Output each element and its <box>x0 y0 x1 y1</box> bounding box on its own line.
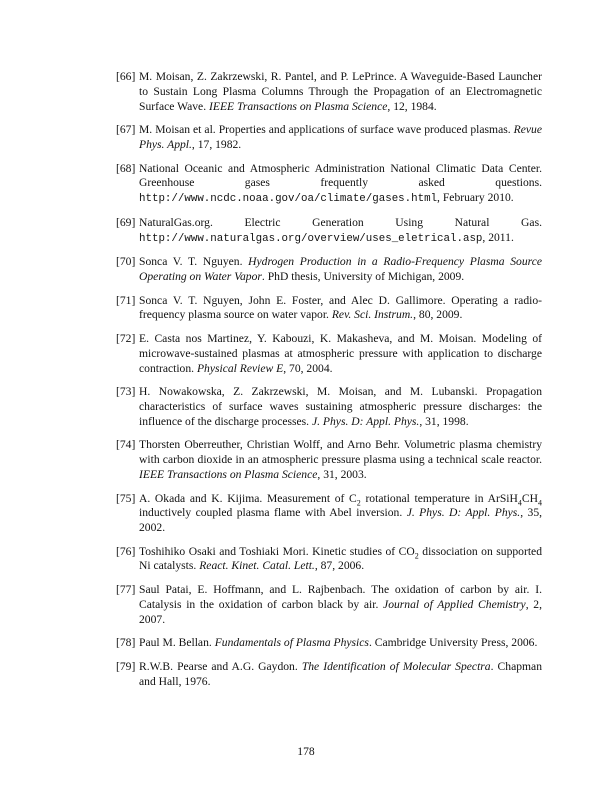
reference-text: M. Moisan, Z. Zakrzewski, R. Pantel, and P. LePrince. A Waveguide-Based Launcher to Sustain Long Plasma Columns Through the Propagation of an Electromagnetic Surface Wave. <box>139 70 542 113</box>
reference-text: , 12, 1984. <box>387 99 437 113</box>
reference-text: , 2, 2007. <box>139 597 542 626</box>
reference-text: NaturalGas.org. Electric Generation Using Natural Gas. <box>139 215 542 229</box>
reference-text: , 87, 2006. <box>314 559 365 573</box>
reference-text: Paul M. Bellan. <box>139 636 215 650</box>
page-number: 178 <box>297 745 315 758</box>
reference-text: E. Casta nos Martinez, Y. Kabouzi, K. Makasheva, and M. Moisan. Modeling of microwave-sustained plasmas at atmospheric pressure with application to discharge contraction. <box>139 331 542 375</box>
reference-text: , 17, 1982. <box>191 137 242 151</box>
reference-venue: Hydrogen Production in a Radio-Frequency Plasma Source Operating on Water Vapor <box>139 255 542 283</box>
reference-number: [77] <box>116 583 136 597</box>
reference-text: , 31, 1998. <box>419 414 469 428</box>
reference-text: 4 <box>517 497 522 507</box>
reference-text: M. Moisan et al. Properties and applications of surface wave produced plasmas. <box>139 123 514 137</box>
reference-entry <box>116 385 542 429</box>
reference-number: [71] <box>116 293 136 307</box>
reference-number: [76] <box>116 544 136 558</box>
reference-venue: The Identification of Molecular Spectra <box>301 659 491 673</box>
reference-entry <box>116 545 542 575</box>
reference-text: Thorsten Oberreuther, Christian Wolff, and Arno Behr. Volumetric plasma chemistry with carbon dioxide in an atmospheric pressure plasma using a technical scale reactor. <box>139 438 542 467</box>
reference-number: [75] <box>116 491 136 505</box>
reference-number: [68] <box>116 161 136 175</box>
reference-text: . Cambridge University Press, 2006. <box>368 636 538 650</box>
reference-text: Toshihiko Osaki and Toshiaki Mori. Kinetic studies of CO <box>139 544 415 558</box>
reference-text: . PhD thesis, University of Michigan, 2009. <box>261 269 465 283</box>
reference-entry <box>116 294 542 324</box>
reference-number: [72] <box>116 331 136 345</box>
reference-text: H. Nowakowska, Z. Zakrzewski, M. Moisan, and M. Lubanski. Propagation characteristics of surface waves sustaining atmospheric pressure discharges: the influence of the discharge processes. <box>139 385 542 428</box>
reference-text: Sonca V. T. Nguyen. <box>139 255 249 269</box>
reference-entry <box>116 162 542 207</box>
reference-url[interactable]: http://www.naturalgas.org/overview/uses_eletrical.asp <box>139 232 483 245</box>
reference-number: [66] <box>116 70 136 83</box>
reference-number: [73] <box>116 385 136 399</box>
reference-text: . Chapman and Hall, 1976. <box>139 659 542 688</box>
reference-text: , February 2010. <box>437 191 514 205</box>
reference-entry <box>116 492 542 536</box>
reference-number: [74] <box>116 438 136 452</box>
reference-text: , 80, 2009. <box>413 308 463 322</box>
reference-venue: IEEE Transactions on Plasma Science <box>209 99 388 113</box>
reference-text: A. Okada and K. Kijima. Measurement of C <box>139 491 357 505</box>
reference-text: National Oceanic and Atmospheric Administration National Climatic Data Center. Greenhouse gases frequently asked questions. <box>139 161 542 190</box>
reference-entry <box>116 583 542 627</box>
reference-text: R.W.B. Pearse and A.G. Gaydon. <box>139 659 302 673</box>
reference-number: [79] <box>116 659 136 673</box>
reference-text: rotational temperature in ArSiH <box>360 491 518 505</box>
reference-url[interactable]: http://www.ncdc.noaa.gov/oa/climate/gases.html <box>139 193 438 206</box>
reference-venue: React. Kinet. Catal. Lett. <box>199 559 315 573</box>
reference-entry <box>116 216 542 247</box>
reference-number: [69] <box>116 215 136 229</box>
reference-text: 2 <box>356 497 361 507</box>
reference-text: inductively coupled plasma flame with Abel inversion. <box>139 506 407 520</box>
reference-entry <box>116 70 542 114</box>
reference-entry <box>116 636 542 651</box>
reference-venue: Fundamentals of Plasma Physics <box>214 636 369 650</box>
reference-entry <box>116 438 542 482</box>
reference-text: Saul Patai, E. Hoffmann, and L. Rajbenbach. The oxidation of carbon by air. I. Catalysis in the oxidation of carbon black by air. <box>139 583 542 611</box>
reference-text: dissociation on supported Ni catalysts. <box>139 544 543 573</box>
reference-venue: Physical Review E <box>196 361 284 375</box>
reference-text: , 2011. <box>482 230 514 244</box>
reference-entry <box>116 332 542 376</box>
reference-text: 2 <box>414 551 419 560</box>
reference-text: Sonca V. T. Nguyen, John E. Foster, and Alec D. Gallimore. Operating a radio-frequency plasma source on water vapor. <box>139 293 542 322</box>
reference-venue: J. Phys. D: Appl. Phys. <box>406 506 521 520</box>
reference-entry <box>116 255 542 285</box>
reference-entry <box>116 123 542 153</box>
reference-text: , 31, 2003. <box>317 467 367 481</box>
reference-venue: Journal of Applied Chemistry <box>383 597 526 611</box>
reference-venue: Rev. Sci. Instrum. <box>331 308 414 322</box>
reference-venue: IEEE Transactions on Plasma Science <box>139 467 318 481</box>
reference-text: 4 <box>538 497 542 507</box>
reference-text: , 35, 2002. <box>139 506 543 535</box>
reference-text: CH <box>521 491 538 505</box>
reference-number: [70] <box>116 255 136 269</box>
reference-text: , 70, 2004. <box>283 361 333 375</box>
reference-list <box>116 70 542 698</box>
reference-venue: Revue Phys. Appl. <box>139 123 542 151</box>
reference-number: [78] <box>116 636 136 650</box>
reference-number: [67] <box>116 123 136 137</box>
reference-entry <box>116 660 542 690</box>
reference-venue: J. Phys. D: Appl. Phys. <box>311 414 420 428</box>
